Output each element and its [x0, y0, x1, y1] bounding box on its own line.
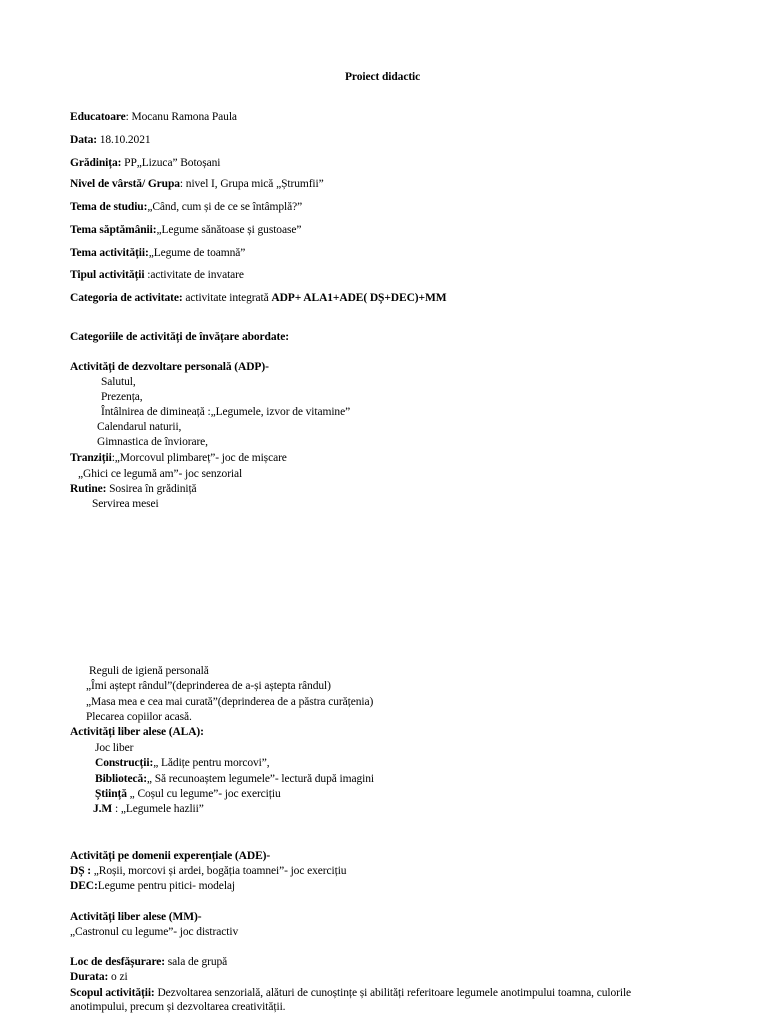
field-label: Tema săptămânii:	[70, 224, 157, 236]
ade-ds	[70, 864, 346, 878]
field-value-bold: ADP+ ALA1+ADE( DȘ+DEC)+MM	[271, 292, 447, 304]
field-label: Durata:	[70, 971, 109, 983]
field-label: Educatoare	[70, 111, 126, 123]
field-value: Sosirea în grădiniță	[106, 483, 197, 495]
field-value: sala de grupă	[165, 956, 228, 968]
list-item: Prezența,	[101, 391, 143, 403]
section-heading-categorii: Categoriile de activități de învățare abordate:	[70, 331, 289, 343]
field-value: Legume pentru pitici- modelaj	[97, 880, 236, 892]
tranzitii-line	[70, 451, 287, 465]
section-heading-mm: Activități liber alese (MM)-	[70, 911, 202, 923]
field-value: : Mocanu Ramona Paula	[125, 111, 237, 123]
field-value: o zi	[108, 971, 128, 983]
field-label: DȘ :	[70, 865, 92, 877]
field-label: Tema de studiu:	[70, 201, 148, 213]
field-value: PP„Lizuca” Botoșani	[121, 157, 221, 169]
field-value: „ Coșul cu legume”- joc exercițiu	[126, 788, 281, 800]
field-label: Loc de desfășurare:	[70, 956, 165, 968]
field-value: activitate integrată	[182, 292, 272, 304]
list-item: Servirea mesei	[92, 498, 159, 510]
field-value: „Legume sănătoase și gustoase”	[156, 224, 302, 236]
field-value: :activitate de invatare	[144, 269, 244, 281]
section-heading-adp: Activități de dezvoltare personală (ADP)-	[70, 361, 269, 373]
list-item: „Masa mea e cea mai curată”(deprinderea de a păstra curățenia)	[86, 696, 374, 708]
field-durata	[70, 970, 128, 984]
field-tipul	[70, 268, 244, 282]
list-item: Calendarul naturii,	[97, 421, 182, 433]
field-value: „ Lădițe pentru morcovi”,	[153, 757, 270, 769]
section-heading-ala: Activități liber alese (ALA):	[70, 726, 204, 738]
field-value: „ Să recunoaștem legumele”- lectură după imagini	[146, 773, 374, 785]
field-label: Categoria de activitate:	[70, 292, 183, 304]
field-label: Grădinița:	[70, 157, 122, 169]
field-label: Rutine:	[70, 483, 107, 495]
field-tema-activitatii	[70, 246, 245, 260]
field-value: : „Legumele hazlii”	[112, 803, 204, 815]
ade-dec	[70, 879, 235, 893]
field-label: Tema activității:	[70, 247, 149, 259]
field-nivel	[70, 177, 324, 191]
list-item: Joc liber	[95, 742, 134, 754]
field-tema-studiu	[70, 200, 302, 214]
section-heading-ade: Activități pe domenii experențiale (ADE)-	[70, 850, 271, 862]
field-label: Data:	[70, 134, 97, 146]
field-tema-saptamanii	[70, 223, 301, 237]
field-label: Nivel de vârstă/ Grupa	[70, 178, 180, 190]
list-item: „Îmi aștept rândul”(deprinderea de a-și aștepta rândul)	[86, 680, 331, 692]
ala-jm	[93, 802, 204, 816]
list-item: Gimnastica de înviorare,	[97, 436, 208, 448]
field-categoria	[70, 291, 446, 305]
field-value: Dezvoltarea senzorială, alături de cunoștințe și abilități referitoare legumele anotimpului toamna, culorile anotimpului, precum și dezvoltarea creativității.	[70, 987, 632, 1013]
list-item: Întâlnirea de dimineață :„Legumele, izvor de vitamine”	[101, 406, 351, 418]
field-label: Știință	[95, 788, 127, 800]
ala-stiinta	[95, 787, 281, 801]
list-item: Reguli de igienă personală	[89, 665, 209, 677]
field-label: Tranziții	[70, 452, 112, 464]
field-label: Scopul activității:	[70, 987, 155, 999]
field-gradinita	[70, 156, 220, 170]
field-scopul	[70, 986, 670, 1014]
field-value: „Când, cum și de ce se întâmplă?”	[147, 201, 303, 213]
list-item: Plecarea copiilor acasă.	[86, 711, 192, 723]
field-data	[70, 133, 151, 147]
field-educatoare	[70, 110, 237, 124]
list-item: „Ghici ce legumă am”- joc senzorial	[78, 468, 243, 480]
field-label: J.M	[93, 803, 113, 815]
field-value: „Roșii, morcovi și ardei, bogăția toamnei”- joc exercițiu	[91, 865, 347, 877]
mm-value: „Castronul cu legume”- joc distractiv	[70, 926, 239, 938]
document-title: Proiect didactic	[345, 71, 421, 83]
field-value: „Legume de toamnă”	[148, 247, 246, 259]
list-item: Salutul,	[101, 376, 136, 388]
field-label: Tipul activității	[70, 269, 145, 281]
field-loc	[70, 955, 227, 969]
field-label: Construcții:	[95, 757, 154, 769]
field-value: 18.10.2021	[96, 134, 151, 146]
rutine-line	[70, 482, 197, 496]
field-value: :„Morcovul plimbareț”- joc de mișcare	[111, 452, 287, 464]
ala-constructii	[95, 756, 270, 770]
field-value: : nivel I, Grupa mică „Ștrumfii”	[179, 178, 324, 190]
field-label: DEC:	[70, 880, 98, 892]
ala-biblioteca	[95, 772, 374, 786]
field-label: Bibliotecă:	[95, 773, 147, 785]
